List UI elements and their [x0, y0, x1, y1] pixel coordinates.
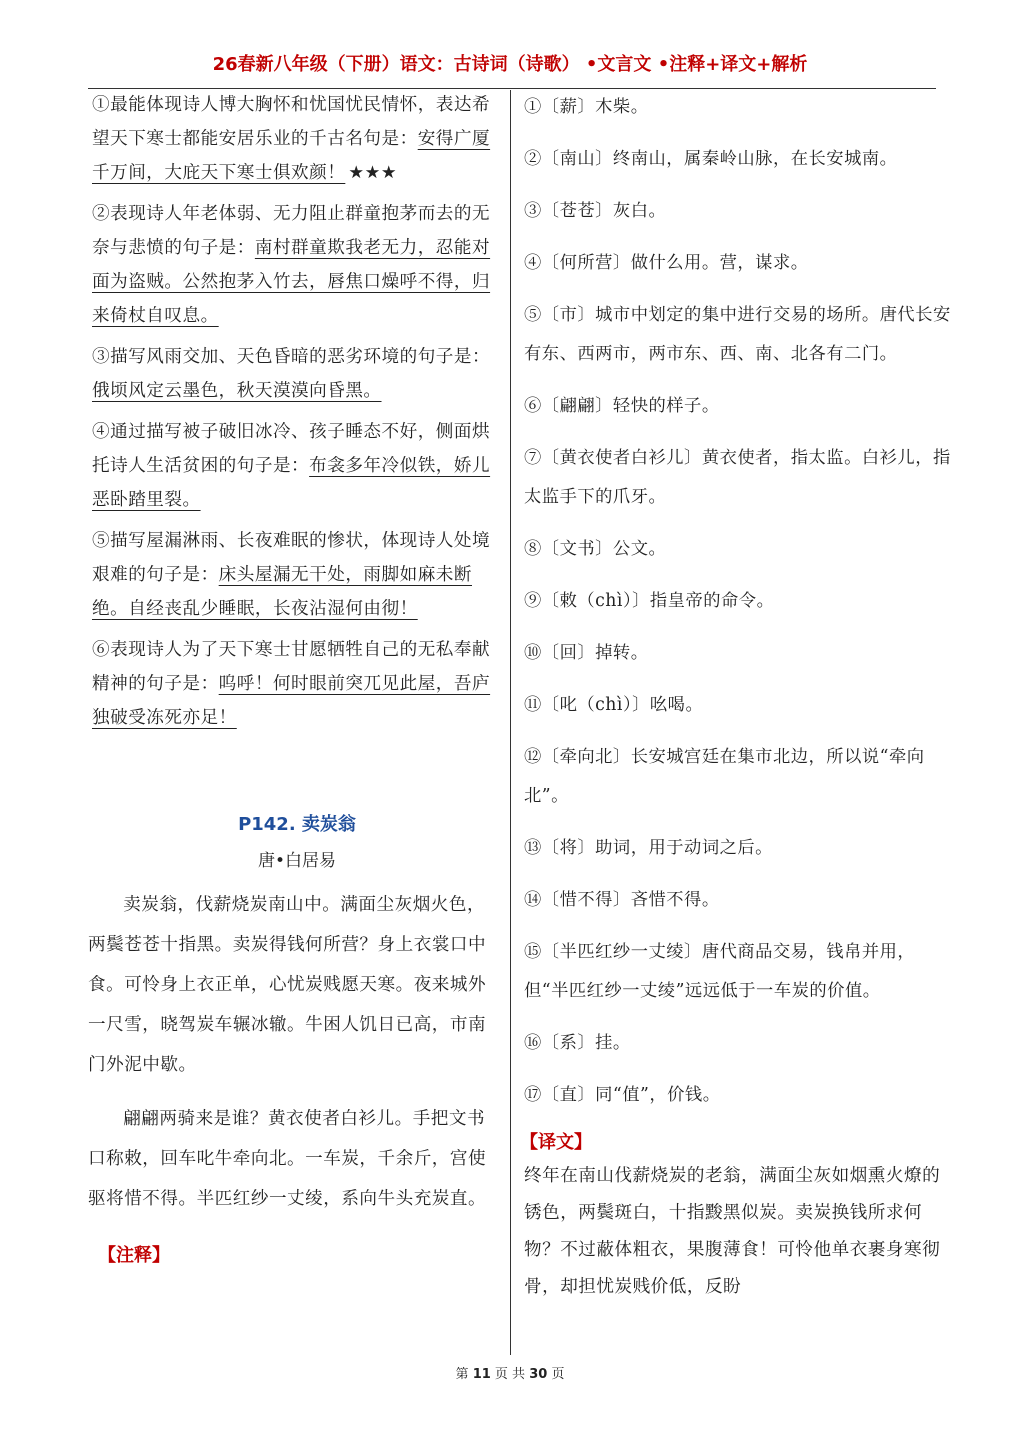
question-1-answer: 安得广厦千万间，大庇天下寒士俱欢颜！: [92, 129, 491, 183]
note-13: ⑬〔将〕助词，用于动词之后。: [524, 838, 773, 858]
question-4-prompt: ④通过描写被子破旧冰冷、孩子睡态不好，侧面烘托诗人生活贫困的句子是：: [92, 422, 491, 476]
question-4-answer: 布衾多年冷似铁，娇儿恶卧踏里裂。: [92, 456, 491, 510]
right-column: [520, 88, 952, 1306]
footer-suffix: 页: [551, 1367, 565, 1382]
column-divider: [510, 90, 511, 1355]
left-column: [88, 88, 502, 1267]
note-4: ④〔何所营〕做什么用。营，谋求。: [524, 253, 809, 273]
footer-page-number: 11: [472, 1367, 491, 1382]
note-11: ⑪〔叱（chì）〕吆喝。: [524, 695, 704, 715]
note-12: ⑫〔牵向北〕长安城宫廷在集市北边，所以说“牵向北”。: [524, 747, 925, 806]
note-1: ①〔薪〕木柴。: [524, 97, 649, 117]
footer-prefix: 第: [455, 1367, 469, 1382]
page-footer: [0, 1363, 1020, 1382]
poem-author: 唐•白居易: [257, 851, 337, 871]
note-2: ②〔南山〕终南山，属秦岭山脉，在长安城南。: [524, 149, 898, 169]
footer-total-pages: 30: [529, 1367, 548, 1382]
question-2-prompt: ②表现诗人年老体弱、无力阻止群童抱茅而去的无奈与悲愤的句子是：: [92, 204, 491, 258]
note-3: ③〔苍苍〕灰白。: [524, 201, 667, 221]
note-6: ⑥〔翩翩〕轻快的样子。: [524, 396, 720, 416]
note-17: ⑰〔直〕同“值”，价钱。: [524, 1085, 721, 1105]
poem-paragraph-1: 卖炭翁，伐薪烧炭南山中。满面尘灰烟火色，两鬓苍苍十指黑。卖炭得钱何所营？身上衣裳口中食。可怜身上衣正单，心忧炭贱愿天寒。夜来城外一尺雪，晓驾炭车辗冰辙。牛困人饥日已高，市南门外泥中歇。: [88, 895, 487, 1075]
footer-middle: 页 共: [494, 1367, 526, 1382]
question-1: [92, 88, 502, 190]
poem-title: P142. 卖炭翁: [238, 814, 356, 835]
question-3-prompt: ③描写风雨交加、天色昏暗的恶劣环境的句子是：: [92, 347, 491, 367]
note-7: ⑦〔黄衣使者白衫儿〕黄衣使者，指太监。白衫儿，指太监手下的爪牙。: [524, 448, 951, 507]
poem-heading: [92, 809, 502, 881]
question-1-prompt: ①最能体现诗人博大胸怀和忧国忧民情怀，表达希望天下寒士都能安居乐业的千古名句是：: [92, 95, 491, 149]
page-header-title: 26春新八年级（下册）语文：古诗词（诗歌） •文言文 •注释+译文+解析: [212, 54, 808, 75]
question-2: [92, 197, 502, 333]
poem-paragraph-2: 翩翩两骑来是谁？黄衣使者白衫儿。手把文书口称敕，回车叱牛牵向北。一车炭，千余斤，宫使驱将惜不得。半匹红纱一丈绫，系向牛头充炭直。: [88, 1109, 487, 1209]
question-6-answer: 呜呼！何时眼前突兀见此屋，吾庐独破受冻死亦足！: [92, 674, 491, 728]
question-6: [92, 633, 502, 735]
translation-text: 终年在南山伐薪烧炭的老翁，满面尘灰如烟熏火燎的锈色，两鬓斑白，十指黢黑似炭。卖炭换钱所求何物？不过蔽体粗衣，果腹薄食！可怜他单衣裹身寒彻骨，却担忧炭贱价低，反盼: [524, 1166, 941, 1297]
note-16: ⑯〔系〕挂。: [524, 1033, 631, 1053]
question-5: [92, 524, 502, 626]
question-6-prompt: ⑥表现诗人为了天下寒士甘愿牺牲自己的无私奉献精神的句子是：: [92, 640, 491, 694]
question-2-answer: 南村群童欺我老无力，忍能对面为盗贼。公然抱茅入竹去，唇焦口燥呼不得，归来倚杖自叹息。: [92, 238, 491, 326]
note-5: ⑤〔市〕城市中划定的集中进行交易的场所。唐代长安有东、西两市，两市东、西、南、北各有二门。: [524, 305, 951, 364]
question-3-answer: 俄顷风定云墨色，秋天漠漠向昏黑。: [92, 381, 382, 401]
note-15: ⑮〔半匹红纱一丈绫〕唐代商品交易，钱帛并用，但“半匹红纱一丈绫”远远低于一车炭的价值。: [524, 942, 916, 1001]
notes-section-label: 【注释】: [98, 1245, 170, 1266]
importance-stars: ★★★: [348, 163, 398, 183]
note-14: ⑭〔惜不得〕吝惜不得。: [524, 890, 720, 910]
translation-section-label: 【译文】: [520, 1132, 592, 1153]
note-9: ⑨〔敕（chì）〕指皇帝的命令。: [524, 591, 775, 611]
note-8: ⑧〔文书〕公文。: [524, 539, 667, 559]
note-10: ⑩〔回〕掉转。: [524, 643, 649, 663]
question-4: [92, 415, 502, 517]
question-5-answer: 床头屋漏无干处，雨脚如麻未断绝。自经丧乱少睡眠，长夜沾湿何由彻！: [92, 565, 472, 619]
question-5-prompt: ⑤描写屋漏淋雨、长夜难眠的惨状，体现诗人处境艰难的句子是：: [92, 531, 491, 585]
question-3: [92, 340, 502, 408]
